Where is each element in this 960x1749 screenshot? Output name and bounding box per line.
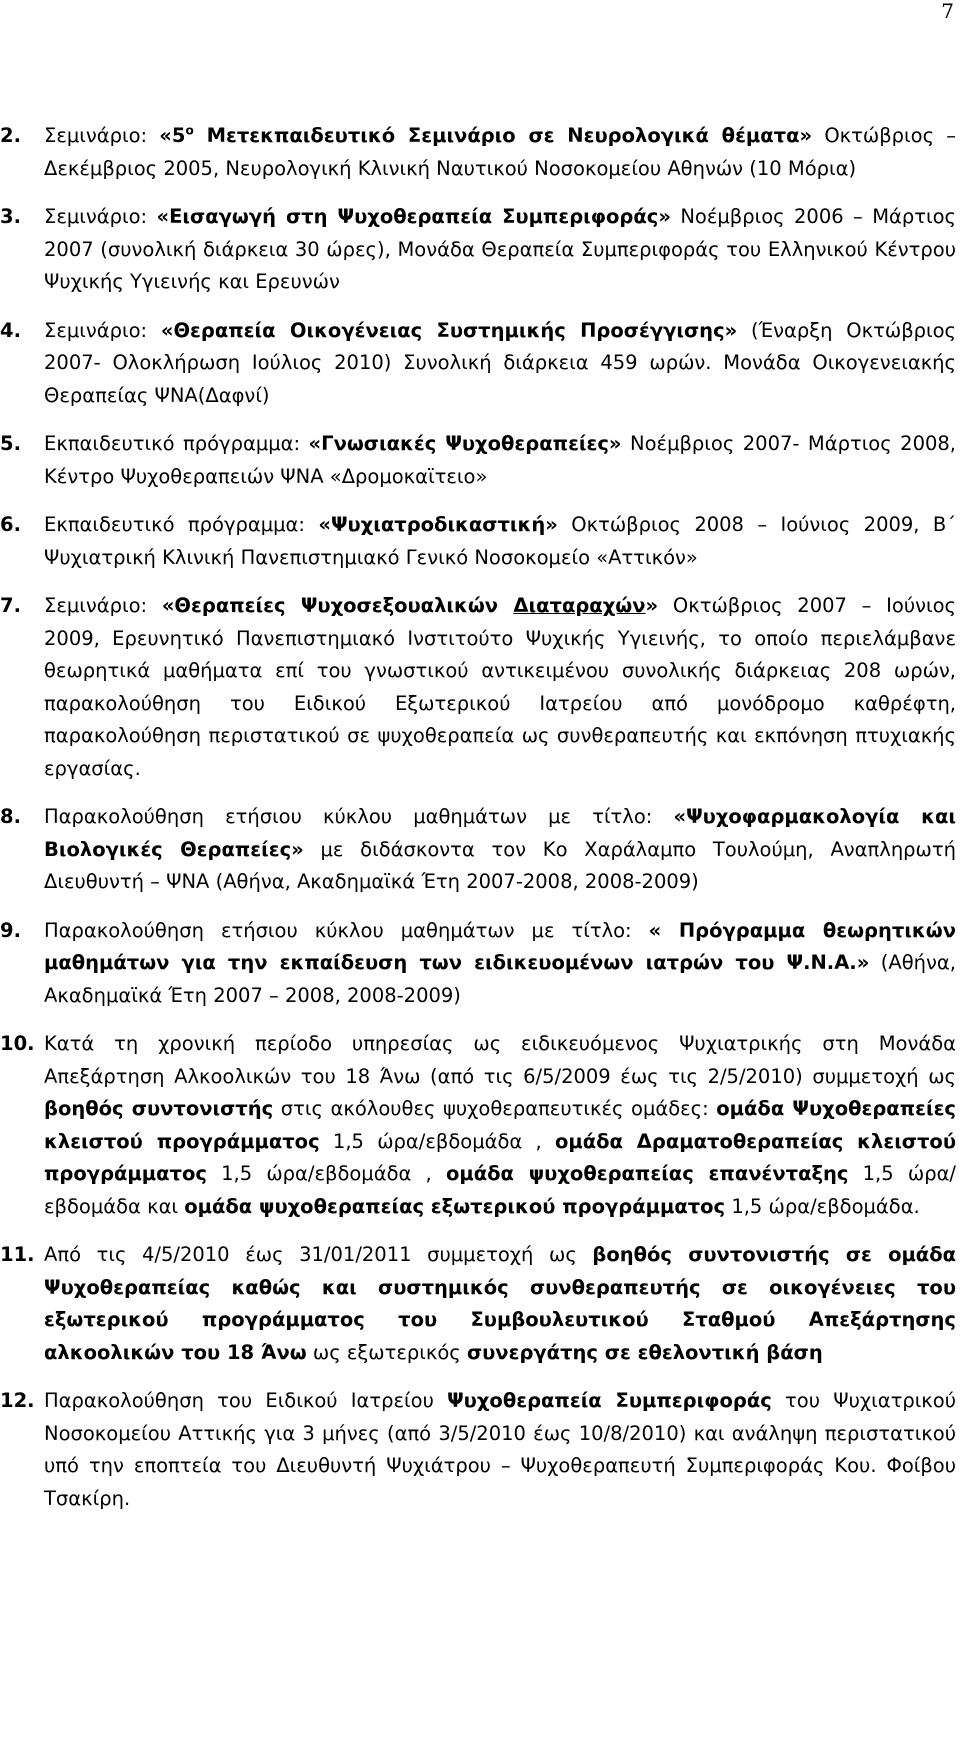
item-title-text: «Εισαγωγή στη Ψυχοθεραπεία Συμπεριφοράς» — [156, 205, 671, 228]
item-number: 10. — [0, 1032, 35, 1055]
item-title-text: » — [645, 594, 659, 617]
item-text: Εκπαιδευτικό πρόγραμμα: — [44, 513, 319, 536]
item-text: Εκπαιδευτικό πρόγραμμα: — [44, 432, 309, 455]
item-number: 8. — [0, 805, 21, 828]
list-item — [0, 590, 958, 785]
item-text: στις ακόλουθες ψυχοθεραπευτικές ομάδες: — [273, 1097, 717, 1120]
item-title-text: ομάδα Δραματοθεραπείας κλειστού προγράμματος — [44, 1129, 956, 1185]
item-text: Σεμινάριο: — [44, 124, 160, 147]
list-item — [0, 315, 958, 413]
item-number: 11. — [0, 1243, 35, 1266]
item-text: Οκτώβριος – Δεκέμβριος 2005, Νευρολογική Κλινική Ναυτικού Νοσοκομείου Αθηνών (10 Μόρια) — [44, 124, 956, 180]
item-title-text: «Γνωσιακές Ψυχοθεραπείες» — [308, 432, 622, 455]
item-text: του Ψυχιατρικού Νοσοκομείου Αττικής για 3 μήνες (από 3/5/2010 έως 10/8/2010) και ανάληψη περιστατικού υπό την εποπτεία του Διευθυντή Ψυχιάτρου – Ψυχοθεραπευτή Συμπεριφοράς Κου. Φοίβου Τσακίρη. — [44, 1389, 956, 1510]
item-text: 1,5 ώρα/εβδομάδα , — [319, 1129, 555, 1153]
item-text: με διδάσκοντα τον Κο Χαράλαμπο Τουλούμη, Αναπληρωτή Διευθυντή – ΨΝΑ (Αθήνα, Ακαδημαϊκά Έτη 2007-2008, 2008-2009) — [44, 837, 956, 893]
item-title-text: « Πρόγραμμα θεωρητικών μαθημάτων για την εκπαίδευση των ειδικευομένων ιατρών του Ψ.Ν.Α.» — [44, 918, 957, 974]
list-item — [0, 1239, 958, 1369]
item-number: 5. — [0, 432, 21, 455]
item-text: Σεμινάριο: — [44, 318, 161, 342]
item-title-text: «Θεραπεία Οικογένειας Συστημικής Προσέγγισης» — [160, 318, 738, 342]
item-title-text: βοηθός συντονιστής — [44, 1097, 274, 1120]
item-text: Παρακολούθηση του Ειδικού Ιατρείου — [44, 1389, 448, 1412]
item-text: Οκτώβριος 2007 – Ιούνιος 2009, Ερευνητικό Πανεπιστημιακό Ινστιτούτο Ψυχικής Υγιεινής, το οποίο περιελάμβανε θεωρητικά μαθήματα επί του γνωστικού αντικειμένου συνολικής διάρκειας 208 ωρών, παρακολούθηση του Ειδικού Εξωτερικού Ιατρείου από μονόδρομο καθρέφτη, παρακολούθηση περιστατικού σε ψυχοθεραπεία ως συνθεραπευτής και εκπόνηση πτυχιακής εργασίας. — [44, 594, 956, 780]
item-text: Νοέμβριος 2006 – Μάρτιος 2007 (συνολική διάρκεια 30 ώρες), Μονάδα Θεραπεία Συμπεριφοράς του Ελληνικού Κέντρου Ψυχικής Υγιεινής και Ερευνών — [44, 205, 956, 293]
item-text: Παρακολούθηση ετήσιου κύκλου μαθημάτων με τίτλο: — [44, 805, 674, 828]
item-text: 1,5 ώρα/εβδομάδα , — [206, 1162, 446, 1185]
item-title-text: ομάδα Ψυχοθεραπείες κλειστού προγράμματος — [44, 1097, 956, 1153]
list-item — [0, 120, 958, 185]
training-list — [0, 120, 960, 1531]
item-text: Σεμινάριο: — [44, 594, 162, 617]
item-text: 1,5 ώρα/εβδομάδα και — [44, 1162, 956, 1218]
item-number: 12. — [0, 1389, 35, 1412]
item-title-text: «Ψυχιατροδικαστική» — [318, 513, 558, 536]
item-title-text: «5 — [159, 124, 186, 147]
list-item — [0, 428, 958, 493]
list-item — [0, 1028, 958, 1223]
list-item — [0, 201, 958, 299]
item-number: 4. — [0, 318, 21, 342]
item-text: Παρακολούθηση ετήσιου κύκλου μαθημάτων με τίτλο: — [44, 918, 649, 942]
item-number: 7. — [0, 594, 21, 617]
item-number: 3. — [0, 205, 21, 228]
item-title-text: ομάδα ψυχοθεραπείας εξωτερικού προγράμματος — [184, 1194, 726, 1218]
page-number: 7 — [941, 0, 954, 23]
item-text: (Έναρξη Οκτώβριος 2007- Ολοκλήρωση Ιούλιος 2010) Συνολική διάρκεια 459 ωρών. Μονάδα Οικογενειακής Θεραπείας ΨΝΑ(Δαφνί) — [44, 318, 956, 407]
item-title-text: βοηθός συντονιστής σε ομάδα Ψυχοθεραπείας καθώς και συστημικός συνθεραπευτής σε οικογένειες του εξωτερικού προγράμματος του Συμβουλευτικού Σταθμού Απεξάρτησης αλκοολικών του 18 Άνω — [44, 1243, 957, 1364]
item-title-text: «Ψυχοφαρμακολογία και Βιολογικές Θεραπείες» — [44, 805, 956, 861]
list-item — [0, 915, 958, 1013]
list-item — [0, 1385, 958, 1515]
list-item — [0, 801, 958, 899]
item-text: Νοέμβριος 2007- Μάρτιος 2008, Κέντρο Ψυχοθεραπειών ΨΝΑ «Δρομοκαϊτειο» — [44, 432, 956, 488]
item-number: 9. — [0, 918, 21, 942]
item-text: Από τις 4/5/2010 έως 31/01/2011 συμμετοχή ως — [44, 1243, 593, 1266]
item-number: 6. — [0, 513, 21, 536]
item-title-text: ομάδα ψυχοθεραπείας επανένταξης — [445, 1162, 849, 1185]
item-text: ως εξωτερικός — [306, 1340, 467, 1364]
item-title-text: ο — [185, 123, 194, 138]
item-text: 1,5 ώρα/εβδομάδα. — [725, 1194, 920, 1218]
list-item — [0, 509, 958, 574]
item-title-text: Μετεκπαιδευτικό Σεμινάριο σε Νευρολογικά θέματα» — [193, 124, 813, 147]
item-title-text: Διαταραχών — [513, 594, 646, 617]
item-text: Κατά τη χρονική περίοδο υπηρεσίας ως ειδικευόμενος Ψυχιατρικής στη Μονάδα Απεξάρτηση Αλκοολικών του 18 Άνω (από τις 6/5/2009 έως τις 2/5/2010) συμμετοχή ως — [44, 1032, 956, 1088]
item-text: Οκτώβριος 2008 – Ιούνιος 2009, Β΄ Ψυχιατρική Κλινική Πανεπιστημιακό Γενικό Νοσοκομείο «Αττικόν» — [44, 513, 956, 569]
item-title-text: Ψυχοθεραπεία Συμπεριφοράς — [447, 1389, 772, 1412]
item-text: (Αθήνα, Ακαδημαϊκά Έτη 2007 – 2008, 2008-2009) — [44, 951, 956, 1007]
item-number: 2. — [0, 124, 21, 147]
item-title-text: «Θεραπείες Ψυχοσεξουαλικών — [161, 594, 514, 617]
item-text: Σεμινάριο: — [44, 205, 157, 228]
item-title-text: συνεργάτης σε εθελοντική βάση — [466, 1340, 823, 1364]
